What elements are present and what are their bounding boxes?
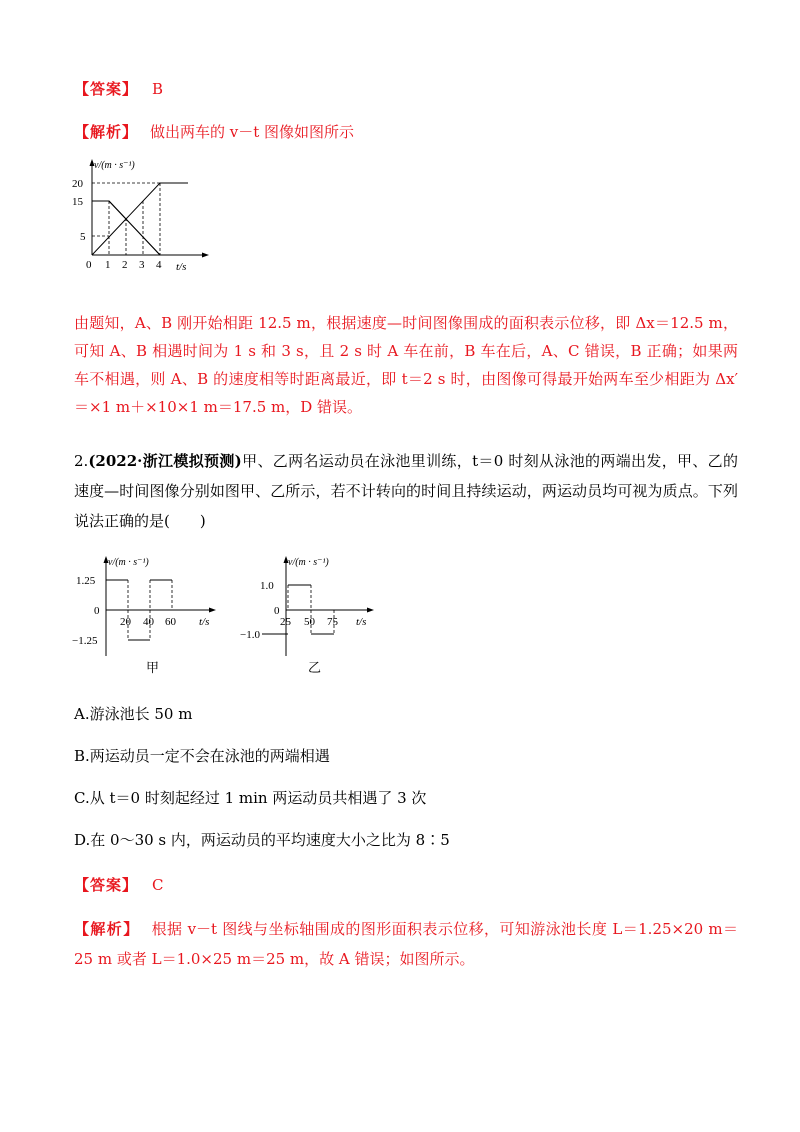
y-axis-label: v/(m · s⁻¹) <box>94 160 135 171</box>
jia-y-tick-zero: 0 <box>94 605 100 617</box>
answer-bracket: 【答案】 <box>74 80 139 98</box>
yi-x-tick-75: 75 <box>327 616 338 628</box>
x-tick-2: 2 <box>122 259 128 271</box>
analysis-bracket-2: 【解析】 <box>74 920 140 938</box>
answer-line-1 <box>74 76 738 102</box>
y-tick-20: 20 <box>72 178 83 190</box>
question-stem: 甲、乙两名运动员在泳池里训练，t＝0 时刻从泳池的两端出发，甲、乙的速度—时间图像分别如图甲、乙所示，若不计转向的时间且持续运动，两运动员均可视为质点。下列说法正确的是( ) <box>74 452 739 530</box>
x-axis-label: t/s <box>176 261 187 273</box>
jia-x-axis-label: t/s <box>199 616 210 628</box>
answer-line-2 <box>74 872 738 898</box>
jia-caption: 甲 <box>146 660 160 675</box>
analysis-line-1 <box>74 119 738 145</box>
yi-y-tick-bottom: −1.0 <box>240 629 260 641</box>
x-tick-3: 3 <box>139 259 145 271</box>
x-tick-0: 0 <box>86 259 92 271</box>
jia-y-tick-bottom: −1.25 <box>72 635 98 647</box>
yi-y-tick-zero: 0 <box>274 605 280 617</box>
y-tick-5: 5 <box>80 231 86 243</box>
vt-graph-cars <box>70 155 230 275</box>
explanation-1: 由题知，A、B 刚开始相距 12.5 m，根据速度—时间图像围成的面积表示位移，即 Δx＝12.5 m，可知 A、B 相遇时间为 1 s 和 3 s，且 2 s 时 A 车在前，B 车在后，A、C 错误，B 正确；如果两车不相遇，则 A、B 的速度相等时距离最近，即 t＝2 s 时，由图像可得最开始两车至少相距为 Δx′＝×1 m＋×10×1 m＝17.5 m，D 错误。 <box>74 314 738 416</box>
question-number: 2. <box>74 452 89 470</box>
yi-x-tick-50: 50 <box>304 616 315 628</box>
yi-x-axis-label: t/s <box>356 616 367 628</box>
jia-x-tick-60: 60 <box>165 616 176 628</box>
option-a: A.游泳池长 50 m <box>74 705 193 723</box>
jia-y-axis-label: v/(m · s⁻¹) <box>108 557 149 568</box>
x-tick-4: 4 <box>156 259 162 271</box>
x-tick-1: 1 <box>105 259 111 271</box>
analysis-bracket: 【解析】 <box>74 123 139 141</box>
jia-x-tick-20: 20 <box>120 616 131 628</box>
answer-value: B <box>152 80 164 98</box>
yi-y-axis-label: v/(m · s⁻¹) <box>288 557 329 568</box>
answer-value-2: C <box>152 876 164 894</box>
y-tick-15: 15 <box>72 196 83 208</box>
vt-graph-jia <box>72 552 232 680</box>
question-2 <box>74 446 738 536</box>
jia-y-tick-top: 1.25 <box>76 575 96 587</box>
option-b: B.两运动员一定不会在泳池的两端相遇 <box>74 747 330 765</box>
yi-x-tick-25: 25 <box>280 616 291 628</box>
analysis-text-2: 根据 v－t 图线与坐标轴围成的图形面积表示位移，可知游泳池长度 L＝1.25×20 m＝25 m 或者 L＝1.0×25 m＝25 m，故 A 错误；如图所示。 <box>74 920 738 968</box>
answer-bracket-2: 【答案】 <box>74 876 139 894</box>
vt-graph-yi <box>240 552 390 680</box>
analysis-line-2 <box>74 914 738 974</box>
yi-caption: 乙 <box>308 660 322 675</box>
yi-y-tick-top: 1.0 <box>260 580 274 592</box>
option-c: C.从 t＝0 时刻起经过 1 min 两运动员共相遇了 3 次 <box>74 789 427 807</box>
analysis-intro: 做出两车的 v－t 图像如图所示 <box>150 123 355 141</box>
option-d: D.在 0～30 s 内，两运动员的平均速度大小之比为 8∶5 <box>74 831 450 849</box>
jia-x-tick-40: 40 <box>143 616 154 628</box>
question-source: (2022·浙江模拟预测) <box>88 452 242 470</box>
